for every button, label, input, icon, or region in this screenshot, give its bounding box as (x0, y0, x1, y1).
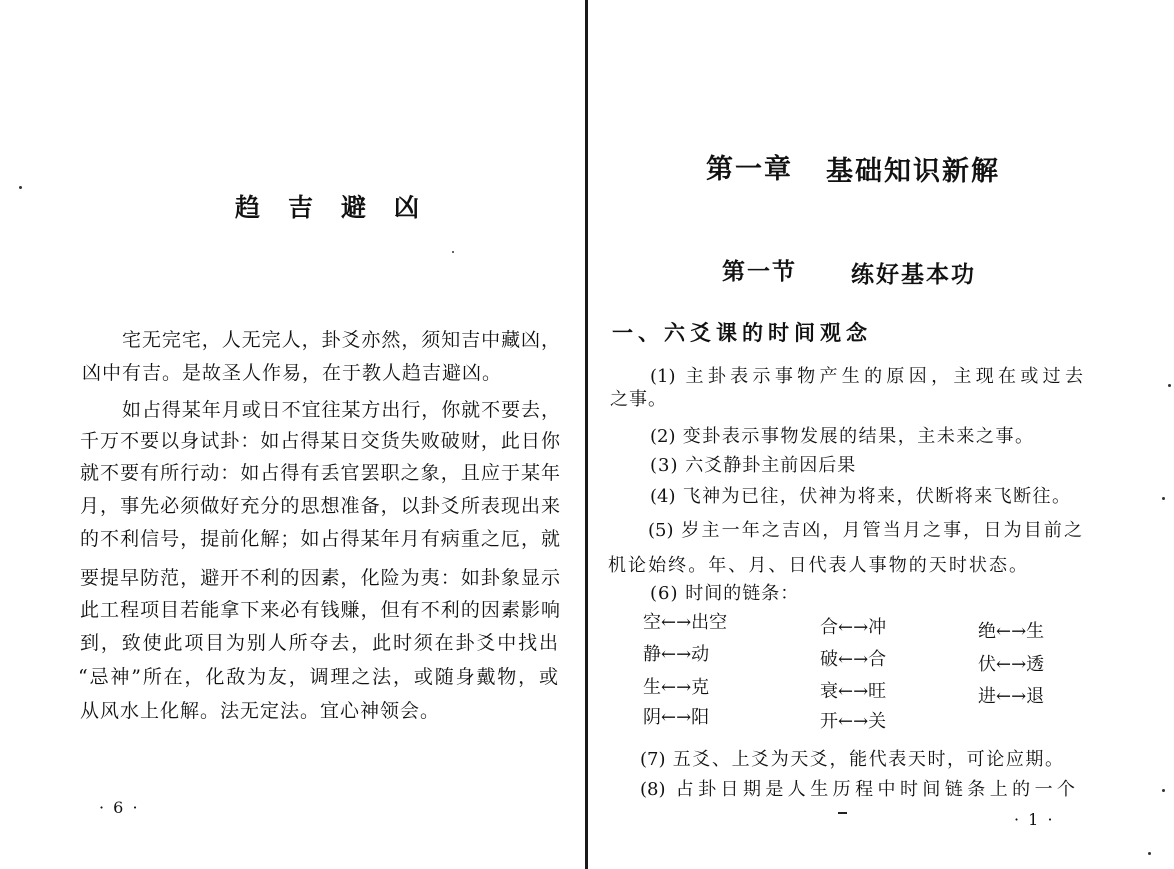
scan-speck (1162, 789, 1165, 792)
scan-speck (452, 251, 454, 253)
list-item-continuation: 之事。 (610, 389, 667, 410)
chapter-label: 第一章 (706, 154, 793, 185)
list-item: (2) 变卦表示事物发展的结果，主未来之事。 (650, 426, 1033, 447)
list-item: (5) 岁主一年之吉凶，月管当月之事，日为目前之 (648, 520, 1082, 541)
paragraph-line: 的不利信号，提前化解；如占得某年月有病重之厄，就 (80, 528, 560, 550)
time-chain-pair: 静←→动 (643, 644, 710, 665)
paragraph-line: 如占得某年月或日不宜往某方出行，你就不要去， (122, 399, 560, 421)
scan-speck (1148, 852, 1151, 855)
time-chain-pair: 破←→合 (820, 649, 887, 670)
subsection-heading: 一、六爻课的时间观念 (612, 320, 872, 345)
paragraph-line: 此工程项目若能拿下来必有钱赚，但有不利的因素影响 (80, 599, 560, 621)
chapter-title: 基础知识新解 (826, 156, 1000, 187)
scan-speck (1162, 497, 1165, 500)
left-page (0, 0, 585, 869)
section-title: 练好基本功 (851, 261, 976, 288)
time-chain-pair: 衰←→旺 (820, 681, 887, 702)
time-chain-pair: 阴←→阳 (643, 707, 710, 728)
paragraph-line: 月，事先必须做好充分的思想准备，以卦爻所表现出来 (80, 495, 560, 517)
scan-mark (838, 812, 847, 814)
paragraph-line: 就不要有所行动：如占得有丢官罢职之象，且应于某年 (80, 462, 560, 484)
list-item: (8) 占卦日期是人生历程中时间链条上的一个 (640, 779, 1075, 800)
time-chain-pair: 合←→冲 (820, 617, 887, 638)
time-chain-pair: 伏←→透 (978, 654, 1045, 675)
list-item: (3) 六爻静卦主前因后果 (650, 455, 857, 476)
list-item: (6) 时间的链条： (650, 583, 800, 604)
page-number: · 6 · (99, 798, 140, 817)
scan-speck (19, 186, 22, 189)
time-chain-pair: 绝←→生 (978, 621, 1045, 642)
scan-speck (1168, 384, 1171, 387)
list-item: (1) 主卦表示事物产生的原因，主现在或过去 (650, 366, 1083, 387)
section-label: 第一节 (722, 258, 797, 285)
paragraph-line: “忌神”所在，化敌为友，调理之法，或随身戴物，或 (78, 666, 558, 688)
time-chain-pair: 空←→出空 (643, 612, 728, 633)
page-number: · 1 · (1014, 810, 1055, 829)
list-item-continuation: 机论始终。年、月、日代表人事物的天时状态。 (608, 555, 1027, 576)
page-title: 趋吉避凶 (235, 193, 448, 222)
right-page (588, 0, 1174, 869)
time-chain-pair: 开←→关 (820, 711, 887, 732)
list-item: (7) 五爻、上爻为天爻，能代表天时，可论应期。 (640, 749, 1063, 770)
paragraph-line: 要提早防范，避开不利的因素，化险为夷：如卦象显示 (80, 567, 560, 589)
time-chain-pair: 进←→退 (978, 686, 1045, 707)
paragraph-line: 到，致使此项目为别人所夺去，此时须在卦爻中找出 (80, 632, 558, 654)
paragraph-line: 宅无完宅，人无完人，卦爻亦然，须知吉中藏凶， (122, 329, 560, 351)
paragraph-line: 凶中有吉。是故圣人作易，在于教人趋吉避凶。 (82, 362, 503, 384)
paragraph-line: 千万不要以身试卦：如占得某日交货失败破财，此日你 (80, 430, 560, 452)
paragraph-line: 从风水上化解。法无定法。宜心神领会。 (80, 700, 441, 722)
list-item: (4) 飞神为已往，伏神为将来，伏断将来飞断往。 (650, 486, 1070, 507)
time-chain-pair: 生←→克 (643, 677, 710, 698)
